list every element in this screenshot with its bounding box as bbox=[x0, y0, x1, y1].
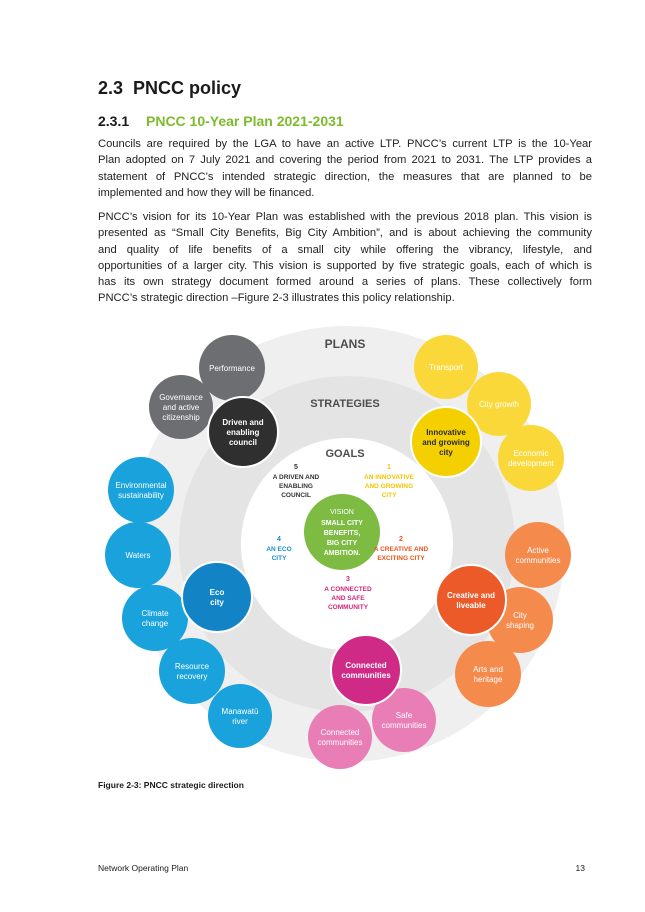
bubble-label-line: city bbox=[210, 597, 224, 607]
bubble-label-line: Active bbox=[527, 545, 549, 555]
vision-label: VISION bbox=[330, 509, 354, 516]
bubble-label-line: City bbox=[513, 610, 527, 620]
bubble-label-line: City growth bbox=[478, 399, 520, 409]
goal-line: CITY bbox=[271, 555, 287, 562]
bubble-label-line: Resource bbox=[174, 661, 210, 671]
paragraph-line: has its own strategy document formed around a series of plans. These collectively form bbox=[98, 276, 592, 289]
strategy-bubble bbox=[208, 397, 278, 467]
strategy-bubble bbox=[411, 407, 481, 477]
bubble-label-line: and active bbox=[162, 402, 200, 412]
plan-bubble bbox=[455, 641, 521, 707]
bubble-label-line: shaping bbox=[505, 620, 535, 630]
bubble-label-line: communities bbox=[341, 670, 391, 680]
paragraph-line: and quality of life benefits of a small city while offering the vibrancy, lifestyle, and bbox=[98, 243, 592, 256]
goal-line: CITY bbox=[381, 492, 397, 499]
goal-number: 1 bbox=[387, 464, 391, 471]
plan-bubble bbox=[505, 522, 571, 588]
paragraph-line: presented as “Small City Benefits, Big City Ambition”, and is about achieving the community bbox=[98, 227, 592, 240]
goal-number: 5 bbox=[294, 464, 298, 471]
subsection-title: PNCC 10-Year Plan 2021-2031 bbox=[146, 113, 344, 129]
bubble-label-line: communities bbox=[381, 720, 427, 730]
goal-line: AND SAFE bbox=[331, 595, 365, 602]
figure-caption: Figure 2-3: PNCC strategic direction bbox=[98, 780, 244, 790]
plans-label: PLANS bbox=[324, 337, 366, 351]
goals-label: GOALS bbox=[325, 448, 365, 460]
bubble-label-line: Climate bbox=[141, 608, 169, 618]
goal-number: 2 bbox=[399, 536, 403, 543]
strategies-label: STRATEGIES bbox=[310, 398, 380, 410]
bubble-label-line: council bbox=[228, 437, 258, 447]
plan-bubble bbox=[308, 705, 372, 769]
footer-page-number: 13 bbox=[575, 863, 585, 873]
goal-line: A CREATIVE AND bbox=[373, 546, 429, 553]
goal-line: ENABLING bbox=[279, 483, 313, 490]
goal-line: AN ECO bbox=[266, 546, 292, 553]
strategy-bubble bbox=[331, 635, 401, 705]
goal-line: AND GROWING bbox=[364, 483, 414, 490]
vision-line: AMBITION. bbox=[323, 550, 361, 557]
goal-line: A CONNECTED bbox=[324, 586, 372, 593]
bubble-label-line: development bbox=[508, 458, 554, 468]
bubble-label-line: Environmental bbox=[115, 480, 167, 490]
bubble-label-line: sustainability bbox=[118, 490, 164, 500]
plan-bubble bbox=[159, 638, 225, 704]
goal-number: 3 bbox=[346, 576, 350, 583]
section-title: PNCC policy bbox=[133, 78, 242, 98]
paragraph-line: opportunities of a larger city. This vision is supported by five strategic goals, each of which is bbox=[98, 259, 592, 272]
bubble-label-line: Driven and bbox=[222, 417, 264, 427]
paragraph-line: PNCC’s strategic direction –Figure 2-3 illustrates this policy relationship. bbox=[98, 292, 455, 305]
plan-bubble bbox=[105, 522, 171, 588]
footer-document-title: Network Operating Plan bbox=[98, 863, 189, 873]
bubble-label-line: Waters bbox=[125, 550, 151, 560]
vision-line: SMALL CITY bbox=[321, 520, 363, 527]
goal-line: COUNCIL bbox=[281, 492, 311, 499]
bubble-label-line: Eco bbox=[209, 587, 225, 597]
bubble-label-line: Arts and bbox=[473, 664, 503, 674]
paragraph-line: Councils are required by the LGA to have an active LTP. PNCC’s current LTP is the 10-Year bbox=[98, 138, 592, 150]
goal-line: EXCITING CITY bbox=[377, 555, 425, 562]
plan-bubble bbox=[149, 375, 213, 439]
plan-bubble bbox=[199, 335, 265, 401]
bubble-label-line: Connected bbox=[345, 660, 387, 670]
bubble-label-line: Economic bbox=[513, 448, 549, 458]
vision-line: BIG CITY bbox=[326, 540, 358, 547]
goal-line: COMMUNITY bbox=[327, 604, 369, 611]
plan-bubble bbox=[414, 335, 478, 399]
bubble-label-line: communities bbox=[515, 555, 561, 565]
bubble-label-line: citizenship bbox=[162, 412, 200, 422]
bubble-label-line: liveable bbox=[456, 600, 486, 610]
paragraph-line: Plan adopted on 7 July 2021 and covering the period from 2021 to 2031. The LTP provides a bbox=[98, 154, 592, 167]
goal-number: 4 bbox=[277, 536, 281, 543]
section-number: 2.3 bbox=[98, 78, 124, 98]
bubble-label-line: communities bbox=[317, 737, 363, 747]
goal-line: A DRIVEN AND bbox=[272, 474, 320, 481]
bubble-label-line: Performance bbox=[209, 363, 255, 373]
bubble-label-line: Connected bbox=[320, 727, 360, 737]
subsection-number: 2.3.1 bbox=[98, 113, 130, 129]
bubble-label-line: Manawatū bbox=[221, 706, 259, 716]
paragraph-line: statement of PNCC’s intended strategic direction, the measures that are planned to be bbox=[98, 170, 592, 183]
paragraph-line: PNCC’s vision for its 10-Year Plan was established with the previous 2018 plan. This vision is bbox=[98, 211, 592, 223]
bubble-label-line: heritage bbox=[473, 674, 503, 684]
strategy-bubble bbox=[436, 565, 506, 635]
plan-bubble bbox=[108, 457, 174, 523]
bubble-label-line: Creative and bbox=[446, 590, 496, 600]
bubble-label-line: river bbox=[232, 716, 248, 726]
plan-bubble bbox=[208, 684, 272, 748]
bubble-label-line: Safe bbox=[395, 710, 413, 720]
plan-bubble bbox=[498, 425, 564, 491]
bubble-label-line: Transport bbox=[429, 362, 463, 372]
goal-line: AN INNOVATIVE bbox=[364, 474, 414, 481]
strategy-bubble bbox=[182, 562, 252, 632]
vision-line: BENEFITS, bbox=[323, 530, 361, 537]
bubble-label-line: Innovative bbox=[426, 427, 466, 437]
bubble-label-line: city bbox=[439, 447, 453, 457]
bubble-label-line: and growing bbox=[422, 437, 470, 447]
bubble-label-line: change bbox=[141, 618, 169, 628]
paragraph-line: implemented and how they will be financed. bbox=[98, 186, 315, 199]
bubble-label-line: recovery bbox=[176, 671, 208, 681]
bubble-label-line: enabling bbox=[226, 427, 260, 437]
bubble-label-line: Governance bbox=[159, 392, 203, 402]
